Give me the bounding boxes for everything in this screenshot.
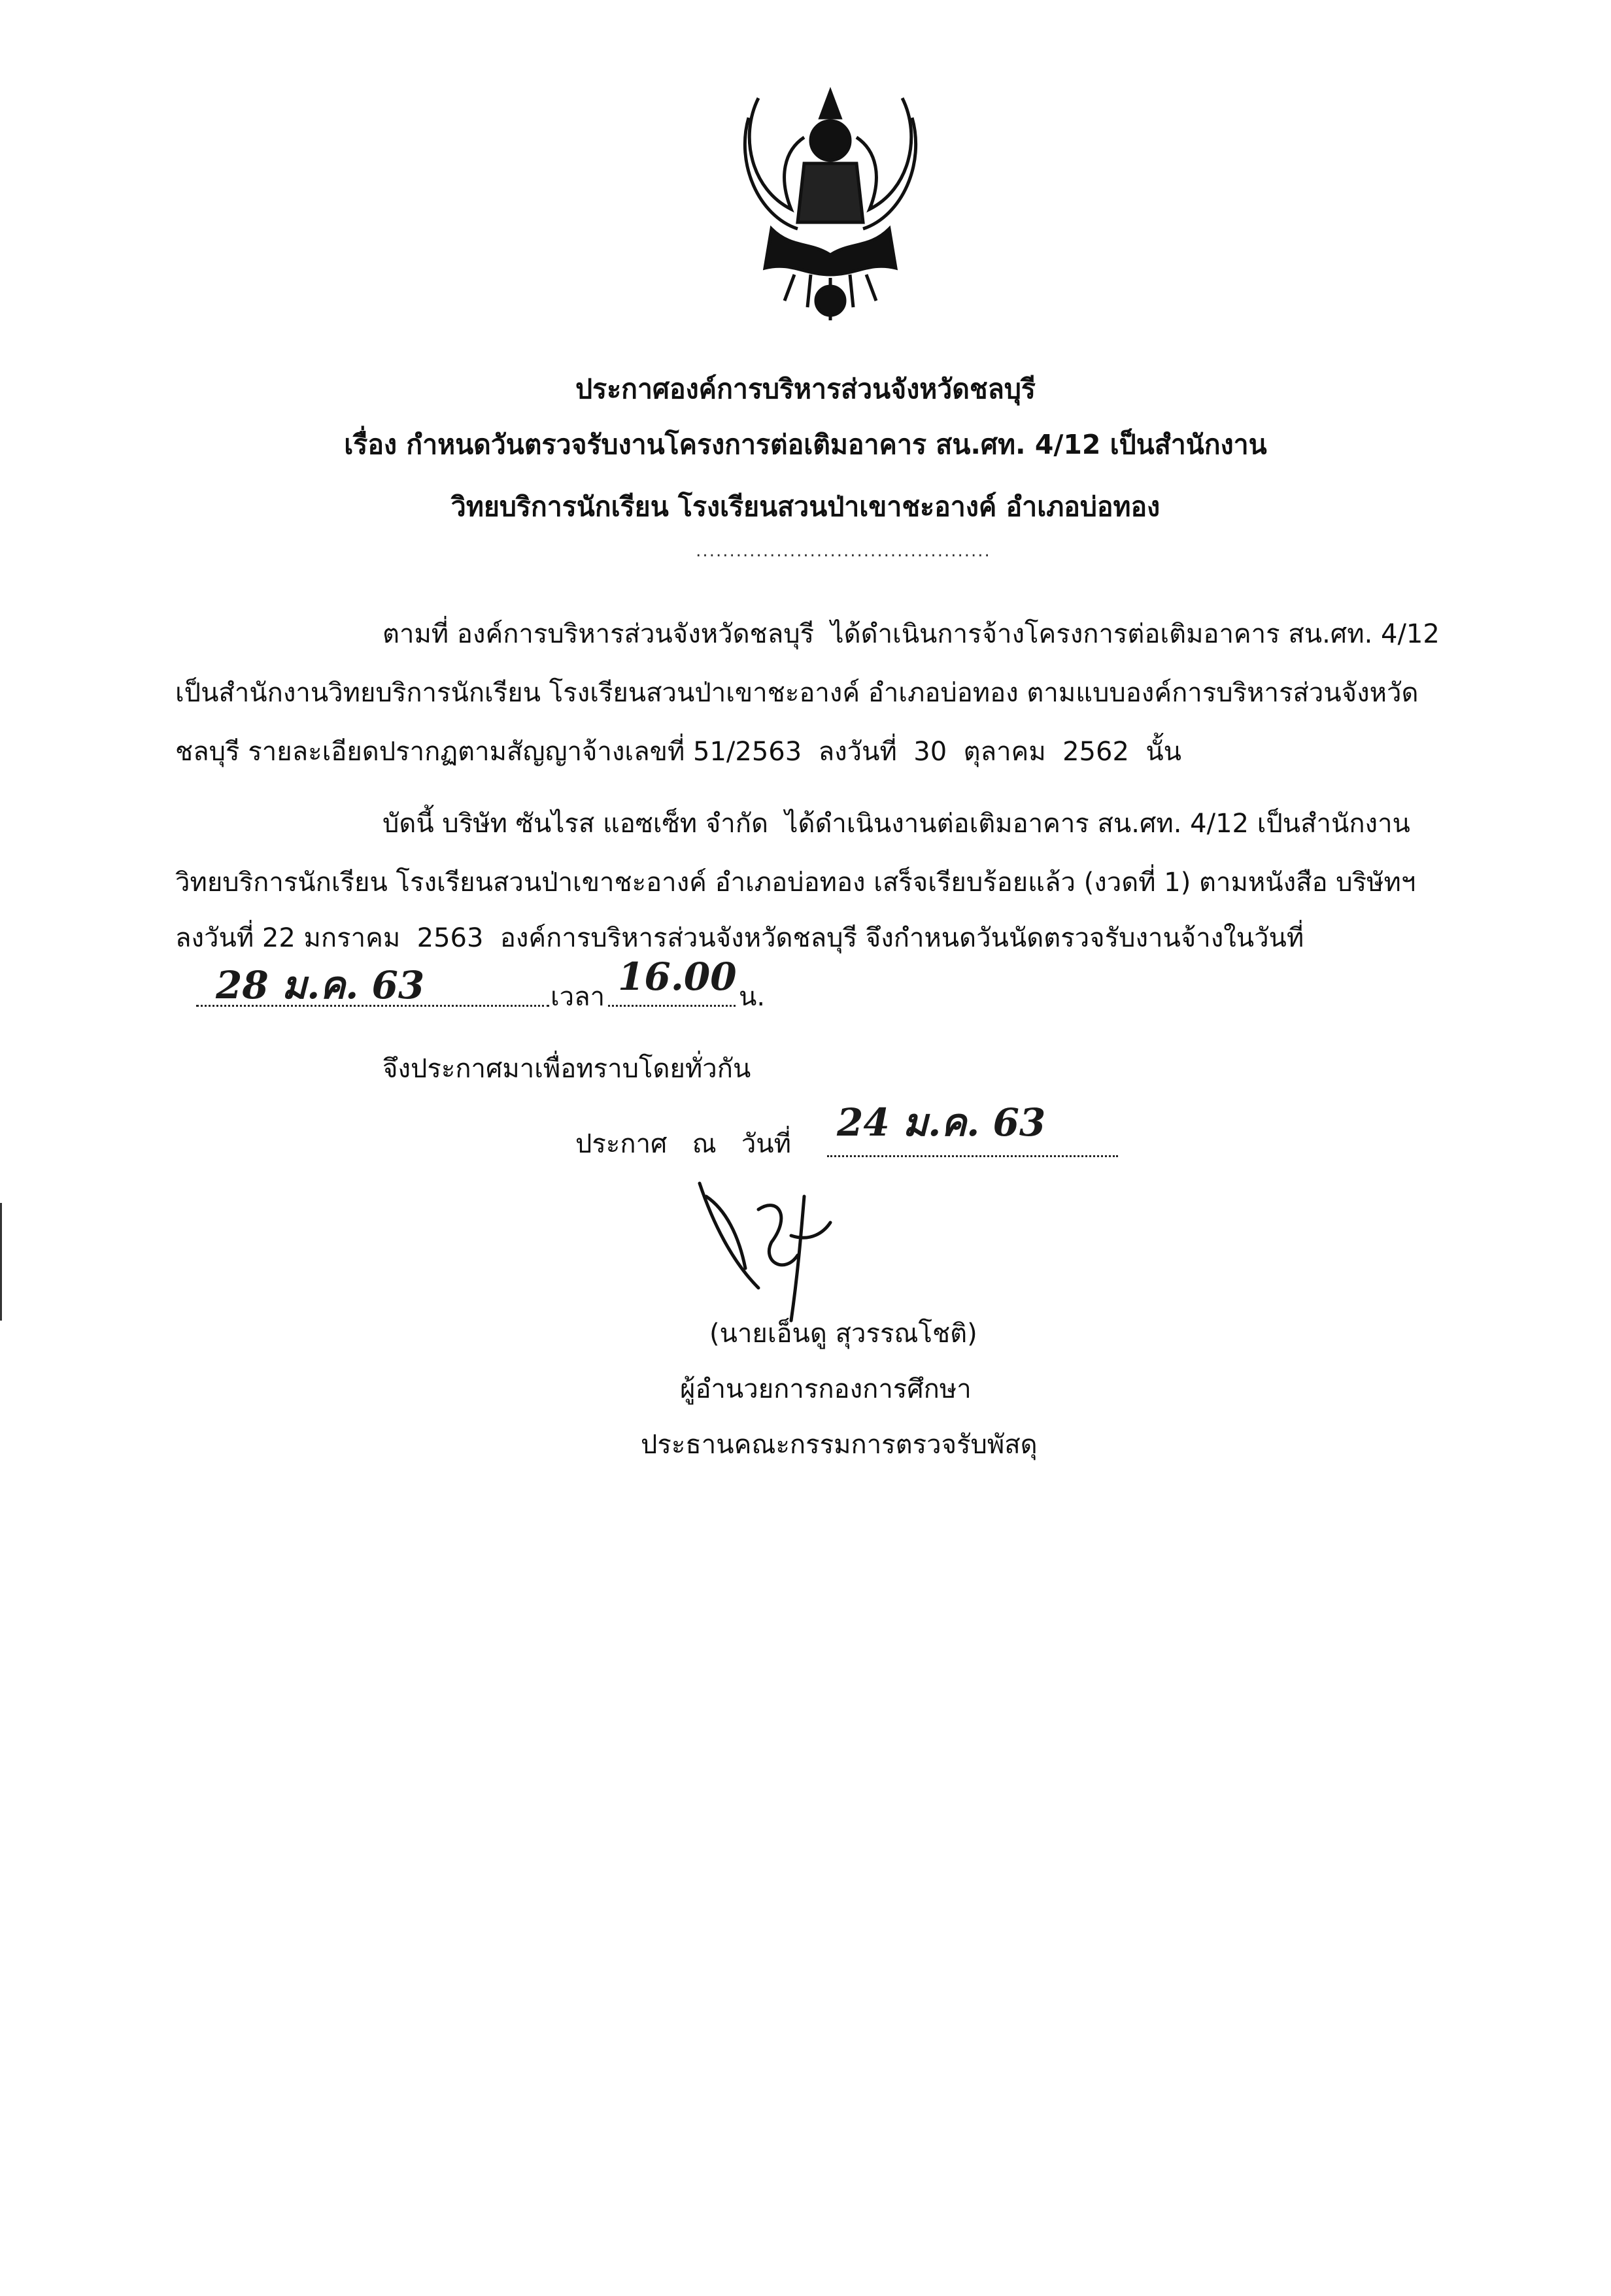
time-dotted-line [608, 1005, 736, 1007]
committee-position: ประธานคณะกรรมการตรวจรับพัสดุ [641, 1430, 1038, 1460]
garuda-emblem [732, 78, 928, 327]
handwritten-inspection-date: 28 ม.ค. 63 [216, 963, 425, 1007]
paragraph1-line3: ชลบุรี รายละเอียดปรากฏตามสัญญาจ้างเลขที่ 51/2563 ลงวันที่ 30 ตุลาคม 2562 นั้น [175, 737, 1182, 767]
closing-statement: จึงประกาศมาเพื่อทราบโดยทั่วกัน [382, 1054, 751, 1084]
time-label: เวลา [551, 982, 605, 1012]
announce-date-label: ประกาศ ณ วันที่ [575, 1129, 791, 1159]
paragraph2-line2: วิทยบริการนักเรียน โรงเรียนสวนป่าเขาชะอางค์ อำเภอบ่อทอง เสร็จเรียบร้อยแล้ว (งวดที่ 1) ตามหนังสือ บริษัทฯ [175, 868, 1416, 898]
time-unit: น. [739, 982, 766, 1012]
announce-dotted-line [827, 1155, 1118, 1157]
scan-edge-mark [0, 1203, 2, 1321]
subject-line-1: เรื่อง กำหนดวันตรวจรับงานโครงการต่อเติมอาคาร สน.ศท. 4/12 เป็นสำนักงาน [344, 429, 1267, 460]
handwritten-inspection-time: 16.00 [618, 954, 737, 999]
paragraph1-line1: ตามที่ องค์การบริหารส่วนจังหวัดชลบุรี ได้ดำเนินการจ้างโครงการต่อเติมอาคาร สน.ศท. 4/12 [382, 619, 1440, 649]
signatory-position: ผู้อำนวยการกองการศึกษา [680, 1374, 972, 1404]
subject-line-2: วิทยบริการนักเรียน โรงเรียนสวนป่าเขาชะอางค์ อำเภอบ่อทอง [450, 491, 1161, 522]
handwritten-announce-date: 24 ม.ค. 63 [837, 1100, 1046, 1145]
signatory-name: (นายเอ็นดู สุวรรณโชติ) [709, 1319, 977, 1349]
title-separator: ............................................ [696, 541, 991, 561]
date-dotted-line [196, 1005, 549, 1007]
announcement-title: ประกาศองค์การบริหารส่วนจังหวัดชลบุรี [575, 373, 1036, 405]
paragraph2-line3: ลงวันที่ 22 มกราคม 2563 องค์การบริหารส่วนจังหวัดชลบุรี จึงกำหนดวันนัดตรวจรับงานจ้างในวันที่ [175, 923, 1304, 953]
paragraph2-line1: บัดนี้ บริษัท ซันไรส แอซเซ็ท จำกัด ได้ดำเนินงานต่อเติมอาคาร สน.ศท. 4/12 เป็นสำนักงาน [382, 809, 1410, 839]
paragraph1-line2: เป็นสำนักงานวิทยบริการนักเรียน โรงเรียนสวนป่าเขาชะอางค์ อำเภอบ่อทอง ตามแบบองค์การบริหารส่วนจังหวัด [175, 678, 1419, 708]
